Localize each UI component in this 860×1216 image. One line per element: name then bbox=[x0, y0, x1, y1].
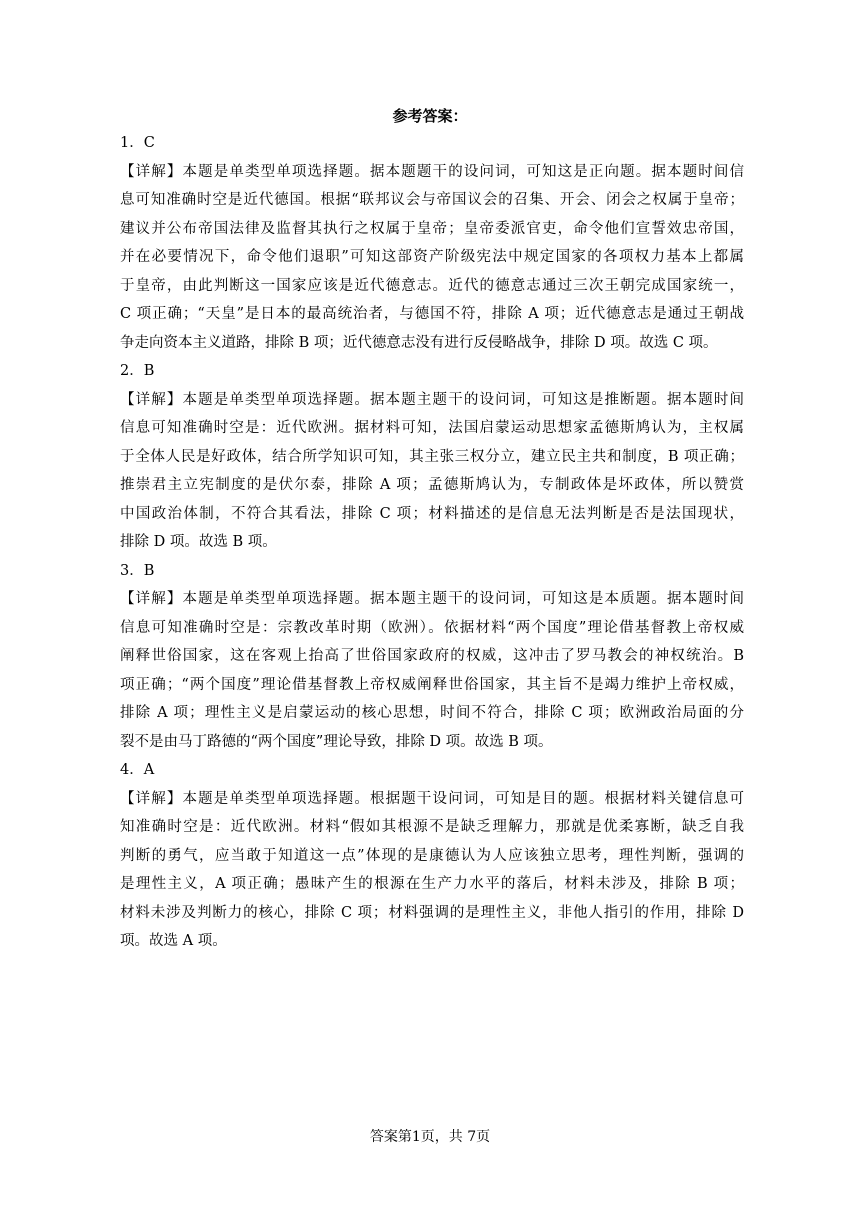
answer-item bbox=[120, 760, 744, 951]
explanation-line: 于全体人民是好政体，结合所学知识可知，其主张三权分立，建立民主共和制度，B 项正确； bbox=[120, 448, 744, 465]
answer-number: 3．B bbox=[120, 562, 155, 579]
explanation-line: 【详解】本题是单类型单项选择题。据本题主题干的设问词，可知这是本质题。据本题时间 bbox=[120, 591, 744, 607]
explanation-line: 项。故选 A 项。 bbox=[120, 933, 227, 949]
explanation-line: 中国政治体制，不符合其看法，排除 C 项；材料描述的是信息无法判断是否是法国现状， bbox=[120, 505, 744, 522]
explanation-line: 排除 A 项；理性主义是启蒙运动的核心思想，时间不符合，排除 C 项；欧洲政治局面的分 bbox=[120, 705, 744, 721]
explanation-line: 项正确；“两个国度”理论借基督教上帝权威阐释世俗国家，其主旨不是竭力维护上帝权威， bbox=[120, 676, 744, 693]
answer-number: 2．B bbox=[120, 363, 155, 379]
explanation-line: 【详解】本题是单类型单项选择题。据本题题干的设问词，可知这是正向题。据本题时间信 bbox=[120, 163, 744, 180]
explanation-line: 争走向资本主义道路，排除 B 项；近代德意志没有进行反侵略战争，排除 D 项。故选 C 项。 bbox=[120, 334, 718, 351]
explanation-line: 排除 D 项。故选 B 项。 bbox=[120, 534, 277, 550]
explanation-line: 信息可知准确时空是：宗教改革时期（欧洲）。依据材料“两个国度”理论借基督教上帝权威 bbox=[120, 619, 744, 636]
explanation-line: 建议并公布帝国法律及监督其执行之权属于皇帝；皇帝委派官吏，命令他们宣誓效忠帝国， bbox=[120, 220, 744, 237]
page-title: 参考答案： bbox=[392, 107, 468, 125]
explanation-line: 阐释世俗国家，这在客观上抬高了世俗国家政府的权威，这冲击了罗马教会的神权统治。B bbox=[120, 648, 744, 664]
answer-number: 1．C bbox=[120, 135, 155, 151]
explanation-line: 【详解】本题是单类型单项选择题。据本题主题干的设问词，可知这是推断题。据本题时间 bbox=[120, 391, 744, 408]
answer-item bbox=[120, 561, 744, 752]
explanation-line: 于皇帝，由此判断这一国家应该是近代德意志。近代的德意志通过三次王朝完成国家统一， bbox=[120, 277, 744, 294]
answer-number: 4．A bbox=[120, 762, 155, 778]
explanation-line: 推崇君主立宪制度的是伏尔泰，排除 A 项；孟德斯鸠认为，专制政体是坏政体，所以赞赏 bbox=[120, 477, 744, 493]
explanation-line: 材料未涉及判断力的核心，排除 C 项；材料强调的是理性主义，非他人指引的作用，排除 D bbox=[120, 904, 744, 921]
answers-container bbox=[120, 133, 744, 951]
answer-item bbox=[120, 361, 744, 552]
explanation-line: 息可知准确时空是近代德国。根据“联邦议会与帝国议会的召集、开会、闭会之权属于皇帝； bbox=[120, 192, 744, 208]
explanation-line: C 项正确；“天皇”是日本的最高统治者，与德国不符，排除 A 项；近代德意志是通过王朝战 bbox=[120, 306, 744, 322]
answer-list bbox=[120, 133, 744, 960]
explanation-line: 判断的勇气，应当敢于知道这一点”体现的是康德认为人应该独立思考，理性判断，强调的 bbox=[120, 847, 744, 864]
explanation-line: 是理性主义，A 项正确；愚昧产生的根源在生产力水平的落后，材料未涉及，排除 B 项； bbox=[120, 876, 744, 892]
page-footer: 答案第1页，共 7页 bbox=[369, 1129, 491, 1145]
answer-item bbox=[120, 133, 744, 353]
explanation-line: 【详解】本题是单类型单项选择题。根据题干设问词，可知是目的题。根据材料关键信息可 bbox=[120, 790, 744, 807]
explanation-line: 信息可知准确时空是：近代欧洲。据材料可知，法国启蒙运动思想家孟德斯鸠认为，主权属 bbox=[120, 420, 744, 436]
explanation-line: 知准确时空是：近代欧洲。材料“假如其根源不是缺乏理解力，那就是优柔寡断，缺乏自我 bbox=[120, 819, 744, 835]
explanation-line: 并在必要情况下，命令他们退职”可知这部资产阶级宪法中规定国家的各项权力基本上都属 bbox=[120, 249, 744, 265]
explanation-line: 裂不是由马丁路德的“两个国度”理论导致，排除 D 项。故选 B 项。 bbox=[120, 733, 553, 750]
